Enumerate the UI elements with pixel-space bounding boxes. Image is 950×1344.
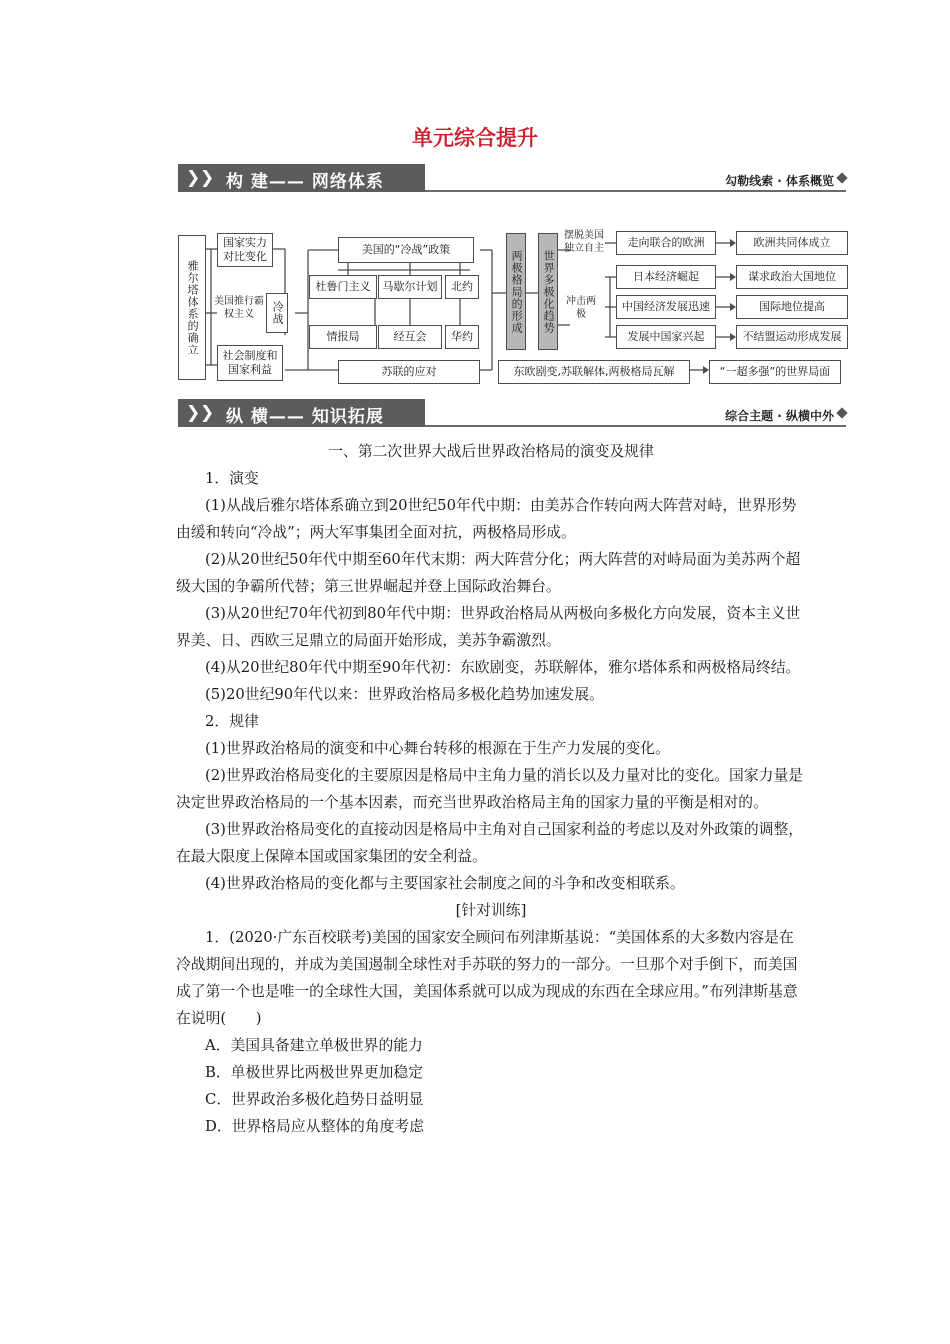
label-break-free: 摆脱美国独立自主: [564, 230, 604, 254]
box-japan-rise: 日本经济崛起: [616, 265, 716, 289]
paragraph: (1)世界政治格局的演变和中心舞台转移的根源在于生产力发展的变化。: [205, 740, 670, 757]
box-third-world: 发展中国家兴起: [616, 325, 716, 349]
chevron-icon: ❯: [186, 403, 201, 423]
banner-rule: [425, 190, 846, 192]
paragraph: (4)世界政治格局的变化都与主要国家社会制度之间的斗争和改变相联系。: [205, 875, 685, 892]
section-banner-network: [178, 164, 846, 192]
box-one-super: “一超多强”的世界局面: [709, 360, 841, 384]
box-collapse: 东欧剧变,苏联解体,两极格局瓦解: [498, 360, 690, 384]
subheading-rules: 2．规律: [205, 713, 259, 730]
banner-rule: [425, 425, 846, 427]
box-china-dev: 中国经济发展迅速: [616, 295, 716, 319]
paragraph: (4)从20世纪80年代中期至90年代初：东欧剧变，苏联解体，雅尔塔体系和两极格局终结。: [205, 659, 801, 676]
label-impact: 冲击两极: [566, 296, 596, 320]
paragraph: (2)从20世纪50年代中期至60年代末期：两大阵营分化；两大阵营的对峙局面为美苏两个超级大国的争霸所代替；第三世界崛起并登上国际政治舞台。: [176, 551, 801, 595]
box-truman: 杜鲁门主义: [309, 275, 377, 299]
box-japan-power: 谋求政治大国地位: [736, 265, 848, 289]
diamond-icon: [836, 407, 847, 418]
label-us-hegemony: 美国推行霸权主义: [214, 296, 264, 320]
content-body: [176, 438, 806, 1140]
option-d: D．世界格局应从整体的角度考虑: [205, 1118, 425, 1135]
box-china-status: 国际地位提高: [736, 295, 848, 319]
box-warsaw: 华约: [445, 325, 479, 349]
subheading-evolution: 1．演变: [205, 470, 259, 487]
box-yalta: 雅尔塔体系的确立: [178, 235, 206, 380]
option-b: B．单极世界比两极世界更加稳定: [205, 1064, 424, 1081]
section-banner-knowledge: [178, 399, 846, 427]
paragraph: (1)从战后雅尔塔体系确立到20世纪50年代中期：由美苏合作转向两大阵营对峙，世界形势由缓和转向“冷战”；两大军事集团全面对抗，两极格局形成。: [176, 497, 797, 541]
box-cold-war: 冷战: [266, 293, 288, 333]
diamond-icon: [836, 172, 847, 183]
box-social-system: 社会制度和国家利益: [217, 345, 283, 381]
paragraph: (5)20世纪90年代以来：世界政治格局多极化趋势加速发展。: [205, 686, 604, 703]
box-soviet-response: 苏联的应对: [338, 360, 480, 384]
chevron-icon: ❯: [186, 168, 201, 188]
box-ec: 欧洲共同体成立: [736, 231, 848, 255]
box-comecon: 经互会: [378, 325, 442, 349]
section-heading: 一、第二次世界大战后世界政治格局的演变及规律: [328, 443, 654, 460]
concept-diagram: [170, 225, 860, 390]
box-us-policy: 美国的“冷战”政策: [338, 237, 474, 263]
page-title: 单元综合提升: [412, 126, 538, 150]
paragraph: (3)从20世纪70年代初到80年代中期：世界政治格局从两极向多极化方向发展，资本主义世界美、日、西欧三足鼎立的局面开始形成，美苏争霸激烈。: [176, 605, 801, 649]
banner-subtitle: 勾勒线索 · 体系概览: [725, 174, 834, 188]
box-nato: 北约: [445, 275, 479, 299]
training-heading: [针对训练]: [455, 902, 527, 919]
box-national-power: 国家实力对比变化: [217, 233, 273, 267]
option-c: C．世界政治多极化趋势日益明显: [205, 1091, 424, 1108]
option-a: A．美国具备建立单极世界的能力: [205, 1037, 423, 1054]
paragraph: (2)世界政治格局变化的主要原因是格局中主角力量的消长以及力量对比的变化。国家力量是决定世界政治格局的一个基本因素，而充当世界政治格局主角的国家力量的平衡是相对的。: [176, 767, 804, 811]
banner-label: 构 建—— 网络体系: [226, 172, 384, 192]
box-nam: 不结盟运动形成发展: [736, 325, 848, 349]
banner-label: 纵 横—— 知识拓展: [226, 407, 384, 427]
banner-subtitle: 综合主题 · 纵横中外: [725, 409, 834, 423]
paragraph: (3)世界政治格局变化的直接动因是格局中主角对自己国家利益的考虑以及对外政策的调整，在最大限度上保障本国或国家集团的安全利益。: [176, 821, 804, 865]
box-multipolar: 世界多极化趋势: [538, 233, 558, 350]
chevron-icon: ❯: [200, 403, 215, 423]
box-bipolar: 两极格局的形成: [506, 233, 526, 350]
chevron-icon: ❯: [200, 168, 215, 188]
box-europe-unite: 走向联合的欧洲: [616, 231, 716, 255]
box-marshall: 马歇尔计划: [378, 275, 442, 299]
box-cominform: 情报局: [309, 325, 377, 349]
question: 1．(2020·广东百校联考)美国的国家安全顾问布列津斯基说：“美国体系的大多数内容是在冷战期间出现的，并成为美国遏制全球性对手苏联的努力的一部分。一旦那个对手倒下，而美国成了第一个也是唯一的全球性大国，美国体系就可以成为现成的东西在全球应用。”布列津斯基意在说明( ): [176, 929, 798, 1027]
